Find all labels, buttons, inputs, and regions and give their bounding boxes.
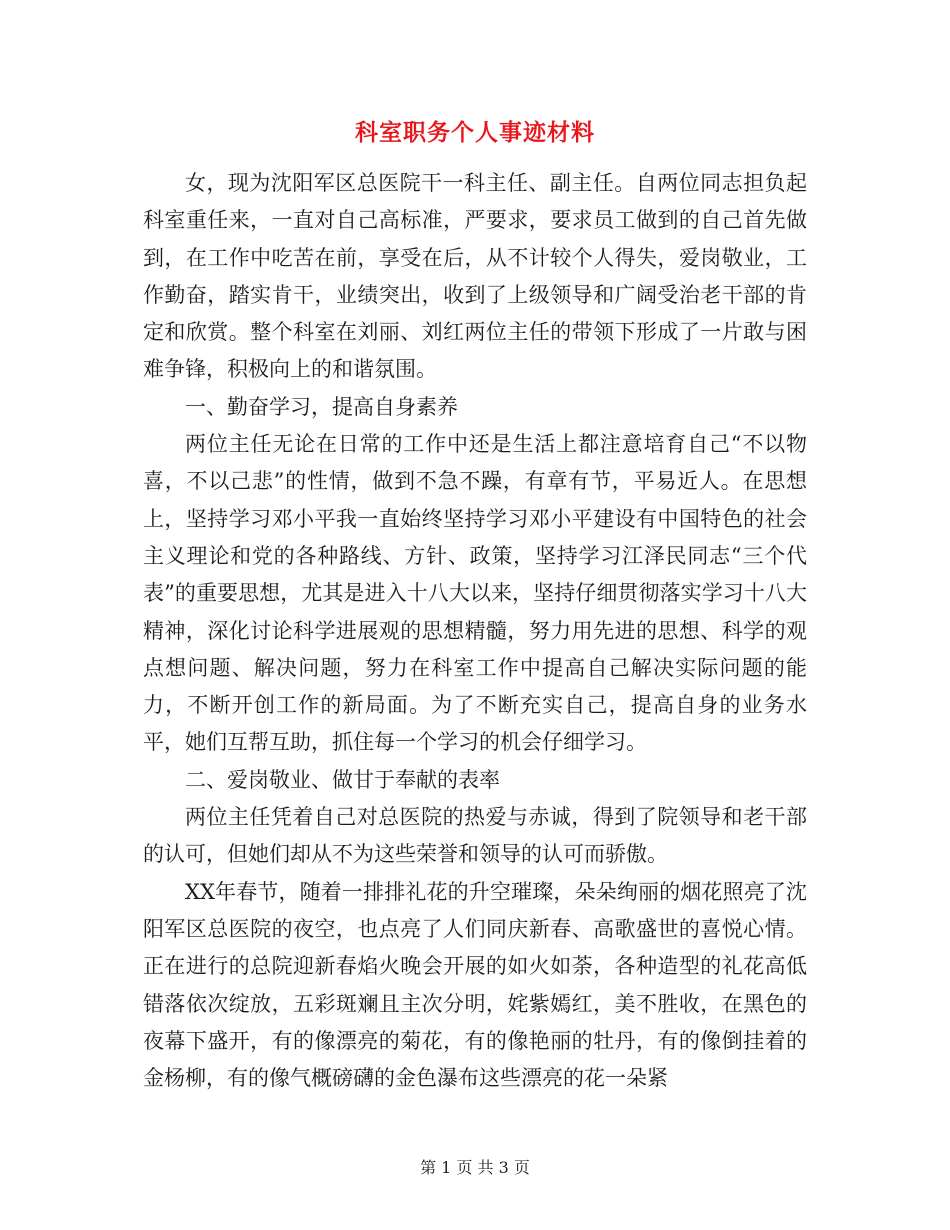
paragraph-dedication: 两位主任凭着自己对总医院的热爱与赤诚，得到了院领导和老干部的认可，但她们却从不为这些荣誉和领导的认可而骄傲。 [143, 805, 807, 867]
page-title: 科室职务个人事迹材料 [355, 119, 595, 146]
paragraph-study: 两位主任无论在日常的工作中还是生活上都注意培育自己“不以物喜，不以己悲”的性情，做到不急不躁，有章有节，平易近人。在思想上，坚持学习邓小平我一直始终坚持学习邓小平建设有中国特色的社会主义理论和党的各种路线、方针、政策，坚持学习江泽民同志“三个代表”的重要思想，尤其是进入十八大以来，坚持仔细贯彻落实学习十八大精神，深化讨论科学进展观的思想精髓，努力用先进的思想、科学的观点想问题、解决问题，努力在科室工作中提高自己解决实际问题的能力，不断开创工作的新局面。为了不断充实自己，提高自身的业务水平，她们互帮互助，抓住每一个学习的机会仔细学习。 [143, 432, 807, 755]
section-heading-2: 二、爱岗敬业、做甘于奉献的表率 [185, 767, 500, 792]
section-heading-1: 一、勤奋学习，提高自身素养 [185, 394, 458, 419]
paragraph-intro: 女，现为沈阳军区总医院干一科主任、副主任。自两位同志担负起科室重任来，一直对自己高标准，严要求，要求员工做到的自己首先做到，在工作中吃苦在前，享受在后，从不计较个人得失，爱岗敬业，工作勤奋，踏实肯干，业绩突出，收到了上级领导和广阔受治老干部的肯定和欣赏。整个科室在刘丽、刘红两位主任的带领下形成了一片敢与困难争锋，积极向上的和谐氛围。 [143, 171, 807, 382]
document-body [143, 165, 807, 1097]
paragraph-spring-festival: XX年春节，随着一排排礼花的升空璀璨，朵朵绚丽的烟花照亮了沈阳军区总医院的夜空，也点亮了人们同庆新春、高歌盛世的喜悦心情。正在进行的总院迎新春焰火晚会开展的如火如荼，各种造型的礼花高低错落依次绽放，五彩斑斓且主次分明，姹紫嫣红，美不胜收，在黑色的夜幕下盛开，有的像漂亮的菊花，有的像艳丽的牡丹，有的像倒挂着的金杨柳，有的像气概磅礴的金色瀑布这些漂亮的花一朵紧 [143, 879, 807, 1091]
page-number-footer: 第 1 页 共 3 页 [420, 1158, 530, 1177]
